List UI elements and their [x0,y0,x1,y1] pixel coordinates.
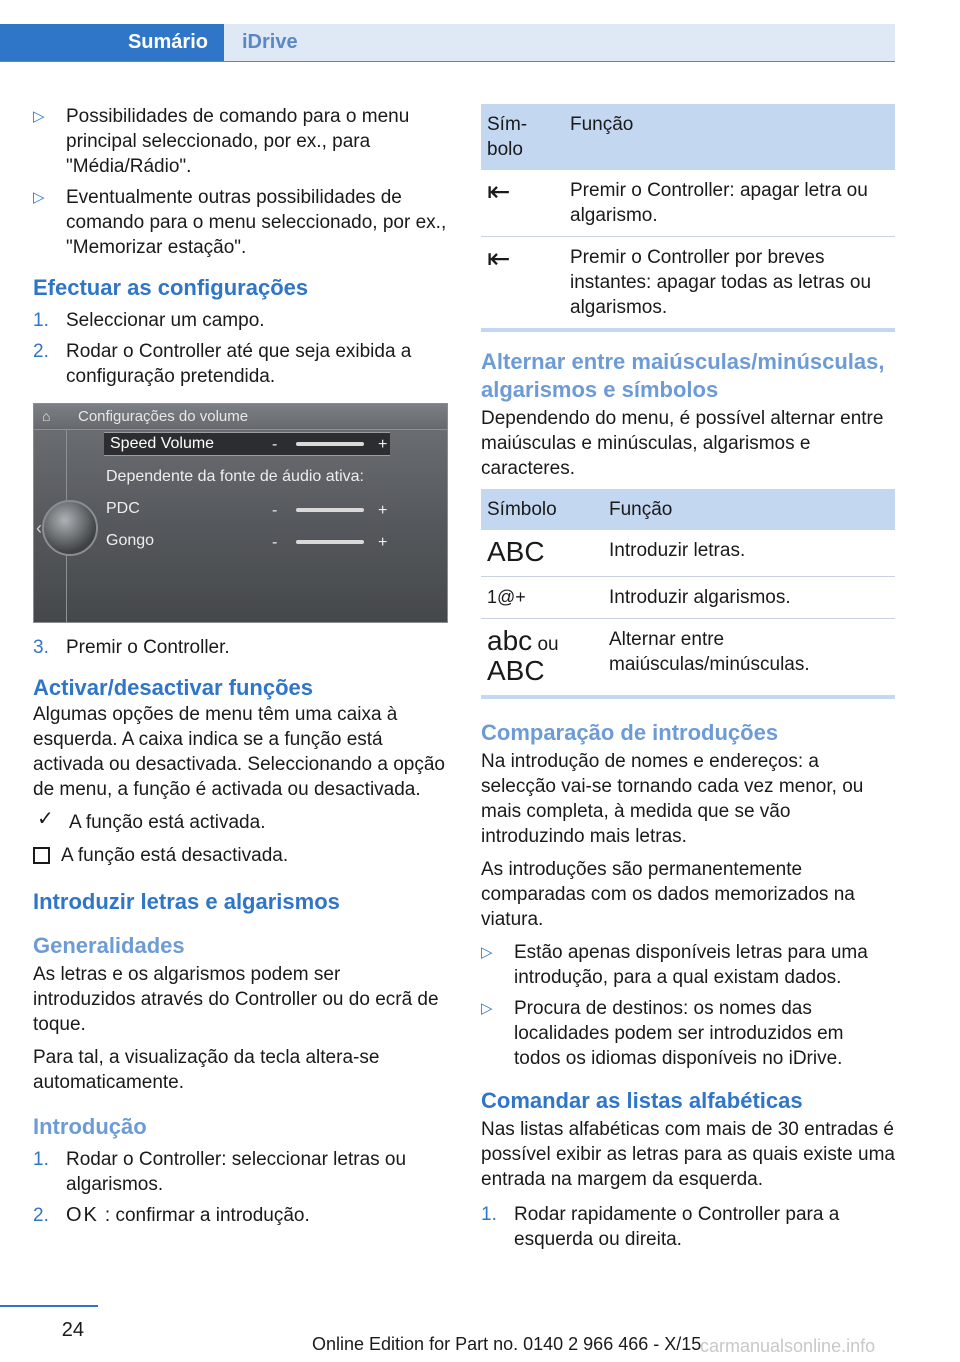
heading-compare: Comparação de introduções [481,720,779,745]
heading-general: Generalidades [33,933,185,958]
page-number-bar [0,1305,98,1307]
heading-intro: Introdução [33,1114,147,1139]
screen-row-gongo: Gongo [106,532,155,549]
home-icon: ⌂ [42,408,51,424]
tab-idrive[interactable]: iDrive [224,24,895,61]
table-header: Função [603,489,895,530]
bullet-arrow-icon: ▷ [481,1000,493,1017]
checkbox-empty-icon [33,847,50,864]
check-off-line: A função está desactivada. [33,843,448,868]
slider-gongo [296,540,364,544]
tab-summary[interactable]: Sumário [0,24,224,61]
screen-title: Configurações do volume [78,408,249,425]
delete-arrow-icon: ⇤ [487,243,511,274]
table-header: Símbolo [481,489,603,530]
paragraph: Para tal, a visualização da tecla altera-se automaticamente. [33,1047,380,1093]
idrive-screen-image: ⌂ Configurações do volume ‹ Speed Volume - + Dependente da fonte de áudio ativa: PDC - + Gongo - + [33,403,448,623]
table-row: ABC Introduzir letras. [481,530,895,577]
step-item: 1. Rodar o Controller: seleccionar letras ou algarismos. [33,1149,407,1195]
chevron-left-icon: ‹ [36,518,42,538]
abc-lowercase-icon: abc [487,625,533,656]
step-item: 1. Seleccionar um campo. [33,310,265,331]
left-column [33,104,448,1234]
delete-arrow-icon: ⇤ [487,176,511,207]
list-item: ▷ Procura de destinos: os nomes das localidades podem ser introduzidos em todos os idiomas disponíveis no iDrive. [481,998,844,1069]
page-number: 24 [61,1319,84,1341]
screen-row-speed-volume: Speed Volume [104,432,390,456]
list-item: ▷ Eventualmente outras possibilidades de comando para o menu seleccionado, por ex., "Memorizar estação". [33,187,447,258]
table-row: abc ou ABC Alternar entre maiúsculas/minúsculas. [481,619,895,698]
table-header: Função [564,104,895,170]
delete-symbol-table [481,104,895,332]
table-row: 1@+ Introduzir algarismos. [481,577,895,619]
ok-icon: OK [66,1204,99,1226]
paragraph: Dependendo do menu, é possível alternar entre maiúsculas e minúsculas, algarismos e caracteres. [481,408,884,479]
top-navigation [0,0,895,62]
input-mode-table [481,489,895,699]
screen-row-pdc: PDC [106,500,140,517]
heading-letters: Introduzir letras e algarismos [33,889,340,914]
paragraph: Nas listas alfabéticas com mais de 30 entradas é possível exibir as letras para as quais existe uma entrada na margem da esquerda. [481,1119,895,1190]
right-column [481,104,895,1258]
abc-uppercase-icon: ABC [487,655,545,686]
step-item: 2. Rodar o Controller até que seja exibida a configuração pretendida. [33,341,412,387]
abc-uppercase-icon: ABC [487,536,545,567]
bullet-arrow-icon: ▷ [33,189,45,206]
list-item: ▷ Possibilidades de comando para o menu principal seleccionado, por ex., para "Média/Rádio". [33,106,410,177]
bullet-arrow-icon: ▷ [33,108,45,125]
heading-activate: Activar/desactivar funções [33,675,314,700]
heading-settings: Efectuar as configurações [33,275,309,300]
slider-pdc [296,508,364,512]
heading-lists: Comandar as listas alfabéticas [481,1088,803,1113]
screen-row-dependent: Dependente da fonte de áudio ativa: [106,468,364,485]
edition-footer: Online Edition for Part no. 0140 2 966 466 - X/15 [312,1334,702,1354]
slider-speed-volume [296,442,364,446]
table-row: ⇤ Premir o Controller: apagar letra ou algarismo. [481,170,895,237]
step-item: 2. OK : confirmar a introdução. [33,1204,310,1226]
check-on-line: ✓ A função está activada. [37,808,266,833]
table-header: Sím-bolo [481,104,564,170]
digits-symbols-icon: 1@+ [487,587,526,607]
heading-switch: Alternar entre maiúsculas/minúsculas, algarismos e símbolos [481,349,885,402]
paragraph: As letras e os algarismos podem ser introduzidos através do Controller ou do ecrã de toque. [33,964,439,1035]
list-item: ▷ Estão apenas disponíveis letras para uma introdução, para a qual existam dados. [481,942,868,988]
table-row: ⇤ Premir o Controller por breves instantes: apagar todas as letras ou algarismos. [481,237,895,331]
watermark: carmanualsonline.info [700,1336,876,1356]
paragraph: Na introdução de nomes e endereços: a selecção vai-se tornando cada vez menor, ou mais completa, à medida que se vão introduzindo mais letras. [481,751,864,847]
step-item: 3. Premir o Controller. [33,637,230,658]
paragraph: Algumas opções de menu têm uma caixa à esquerda. A caixa indica se a função está activada ou desactivada. Seleccionando a opção de menu, a função é activada ou desactivada. [33,704,445,800]
checkmark-icon: ✓ [37,808,54,830]
step-item: 1. Rodar rapidamente o Controller para a esquerda ou direita. [481,1204,840,1250]
paragraph: As introduções são permanentemente comparadas com os dados memorizados na viatura. [481,859,855,930]
controller-knob-icon [42,500,98,556]
bullet-arrow-icon: ▷ [481,944,493,961]
